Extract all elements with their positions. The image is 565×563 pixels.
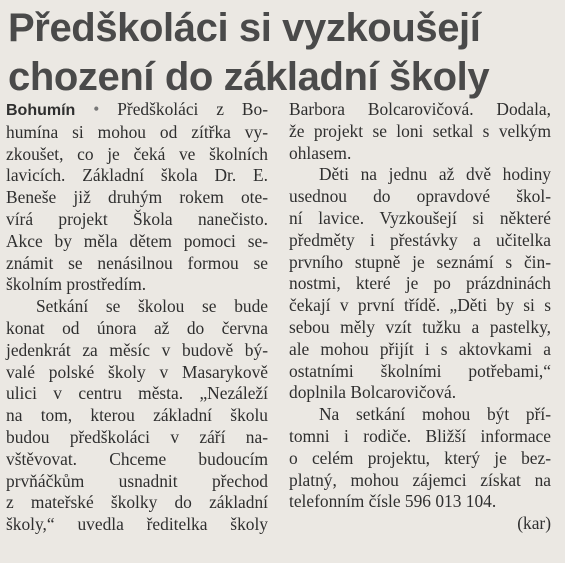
text-line: usednou do opravdové škol- [289, 186, 551, 207]
text-line: Na setkání mohou být pří- [319, 404, 551, 425]
text-line: prvního stupně je seznámí s čin- [289, 251, 551, 272]
text-line: doplnila Bolcarovičová. [289, 382, 457, 403]
dateline: Bohumín [6, 102, 76, 119]
text-line: vírá projekt Škola nanečisto. [6, 208, 268, 229]
text-line [6, 99, 268, 122]
bullet-icon: • [93, 99, 100, 119]
article-column-right [289, 99, 551, 535]
article-column-left [6, 99, 268, 536]
text-line: lavicích. Základní škola Dr. E. [6, 165, 268, 186]
text-line: ulici v centru města. „Nezáleží [6, 383, 268, 404]
text-line: Barbora Bolcarovičová. Dodala, [289, 99, 551, 119]
text-line: školy,“ uvedla ředitelka školy [6, 514, 268, 535]
text-line: budou předškoláci v září na- [6, 426, 268, 447]
text-line: Akce by měla dětem pomoci se- [6, 230, 268, 251]
text-line: telefonním čísle 596 013 104. [289, 491, 497, 512]
text-line: zkoušet, co je čeká ve školních [6, 143, 268, 164]
text-line: humína si mohou od zítřka vy- [6, 121, 268, 142]
text-line: nostmi, které je po prázdninách [289, 273, 551, 294]
text-line: konat od února až do června [6, 317, 268, 338]
article-headline [8, 4, 558, 102]
text-line: ostatními školními potřebami,“ [289, 360, 551, 381]
text-line: že projekt se loni setkal s velkým [289, 120, 551, 141]
headline-line-2: chození do základní školy [8, 55, 490, 99]
text-line: valé polské školy v Masarykově [6, 361, 268, 382]
text-line: tomni i rodiče. Bližší informace [289, 425, 551, 446]
headline-line-1: Předškoláci si vyzkoušejí [8, 6, 481, 50]
author-byline: (kar) [517, 513, 551, 534]
text-line: ní lavice. Vyzkoušejí si některé [289, 207, 551, 228]
text-line: Setkání se školou se bude [36, 296, 268, 317]
text-line: vštěvovat. Chceme budoucím [6, 448, 268, 469]
text-line: ale mohou přijít i s aktovkami a [289, 338, 551, 359]
text-line: platný, mohou zájemci získat na [289, 469, 551, 490]
text-line: o celém projektu, který je bez- [289, 447, 551, 468]
text-line: ohlasem. [289, 142, 352, 163]
text-line: školním prostředím. [6, 274, 147, 295]
text-line: sebou měly vzít tužku a pastelky, [289, 316, 551, 337]
text-line: čekají v první třídě. „Děti by si s [289, 295, 551, 316]
text-line: známit se nenásilnou formou se [6, 252, 268, 273]
text-line: na tom, kterou základní školu [6, 405, 268, 426]
text-fragment: Předškoláci z Bo- [117, 99, 268, 119]
text-line: Děti na jednu až dvě hodiny [319, 164, 551, 185]
text-line: jedenkrát za měsíc v budově bý- [6, 339, 268, 360]
text-line: Beneše již druhým rokem ote- [6, 187, 268, 208]
text-line: z mateřské školky do základní [6, 492, 268, 513]
text-line: předměty i přestávky a učitelka [289, 229, 551, 250]
text-line: prvňáčkům usnadnit přechod [6, 470, 268, 491]
